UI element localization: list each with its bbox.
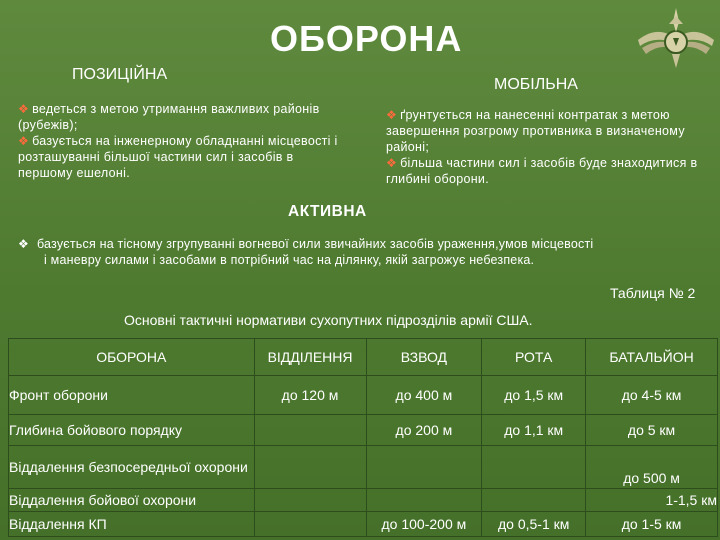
table-cell bbox=[254, 489, 366, 512]
row-label: Віддалення безпосередньої охорони bbox=[9, 446, 255, 489]
diamond-bullet-icon: ❖ bbox=[18, 134, 30, 148]
mobile-heading: МОБІЛЬНА bbox=[494, 76, 578, 93]
table-cell: до 5 км bbox=[586, 415, 718, 446]
positional-bullets bbox=[18, 101, 348, 181]
active-description: ❖ базується на тісному згрупуванні вогневої сили звичайних засобів ураження,умов місцевості і маневру силами і засобами в потрібний час на ділянку, якій загрожує небезпека. bbox=[18, 237, 594, 267]
list-item: ❖ ведеться з метою утримання важливих районів (рубежів); bbox=[18, 102, 320, 132]
table-cell: до 200 м bbox=[366, 415, 482, 446]
table-cell: до 100-200 м bbox=[366, 512, 482, 537]
row-label: Віддалення бойової охорони bbox=[9, 489, 255, 512]
table-row bbox=[9, 512, 718, 537]
table-cell: 1-1,5 км bbox=[586, 489, 718, 512]
table-cell: до 120 м bbox=[254, 376, 366, 415]
table-cell: до 0,5-1 км bbox=[482, 512, 586, 537]
active-heading: АКТИВНА bbox=[288, 203, 367, 220]
table-cell bbox=[366, 446, 482, 489]
table-header-row bbox=[9, 339, 718, 376]
row-label: Віддалення КП bbox=[9, 512, 255, 537]
table-cell: до 4-5 км bbox=[586, 376, 718, 415]
emblem-icon bbox=[636, 2, 716, 72]
table-number: Таблиця № 2 bbox=[610, 285, 696, 301]
list-item: ❖ більша частини сил і засобів буде знаходитися в глибині оборони. bbox=[386, 156, 698, 186]
column-header: ВІДДІЛЕННЯ bbox=[254, 339, 366, 376]
diamond-bullet-icon: ❖ bbox=[18, 237, 29, 251]
diamond-bullet-icon: ❖ bbox=[386, 156, 398, 170]
table-cell bbox=[482, 489, 586, 512]
table-cell bbox=[482, 446, 586, 489]
diamond-bullet-icon: ❖ bbox=[18, 102, 30, 116]
column-header: ОБОРОНА bbox=[9, 339, 255, 376]
table-caption: Основні тактичні нормативи сухопутних підрозділів армії США. bbox=[124, 312, 533, 328]
column-header: РОТА bbox=[482, 339, 586, 376]
table-cell: до 1,1 км bbox=[482, 415, 586, 446]
table-row bbox=[9, 376, 718, 415]
table-cell: до 500 м bbox=[586, 446, 718, 489]
table-cell bbox=[366, 489, 482, 512]
table-cell: до 1,5 км bbox=[482, 376, 586, 415]
tactical-norms-table bbox=[8, 338, 718, 537]
table-cell bbox=[254, 446, 366, 489]
column-header: БАТАЛЬЙОН bbox=[586, 339, 718, 376]
table-row bbox=[9, 489, 718, 512]
mobile-bullets bbox=[386, 107, 706, 187]
row-label: Фронт оборони bbox=[9, 376, 255, 415]
page-title: ОБОРОНА bbox=[270, 18, 463, 59]
positional-heading: ПОЗИЦІЙНА bbox=[72, 66, 168, 83]
list-item: ❖ базується на інженерному обладнанні місцевості і розташуванні більшої частини сил і засобів в першому ешелоні. bbox=[18, 134, 338, 180]
table-cell bbox=[254, 415, 366, 446]
column-header: ВЗВОД bbox=[366, 339, 482, 376]
table-cell: до 400 м bbox=[366, 376, 482, 415]
table-cell: до 1-5 км bbox=[586, 512, 718, 537]
row-label: Глибина бойового порядку bbox=[9, 415, 255, 446]
diamond-bullet-icon: ❖ bbox=[386, 108, 398, 122]
table-row bbox=[9, 446, 718, 489]
table-cell bbox=[254, 512, 366, 537]
list-item: ❖ ґрунтується на нанесенні контратак з метою завершення розгрому противника в визначеному районі; bbox=[386, 108, 685, 154]
table-row bbox=[9, 415, 718, 446]
